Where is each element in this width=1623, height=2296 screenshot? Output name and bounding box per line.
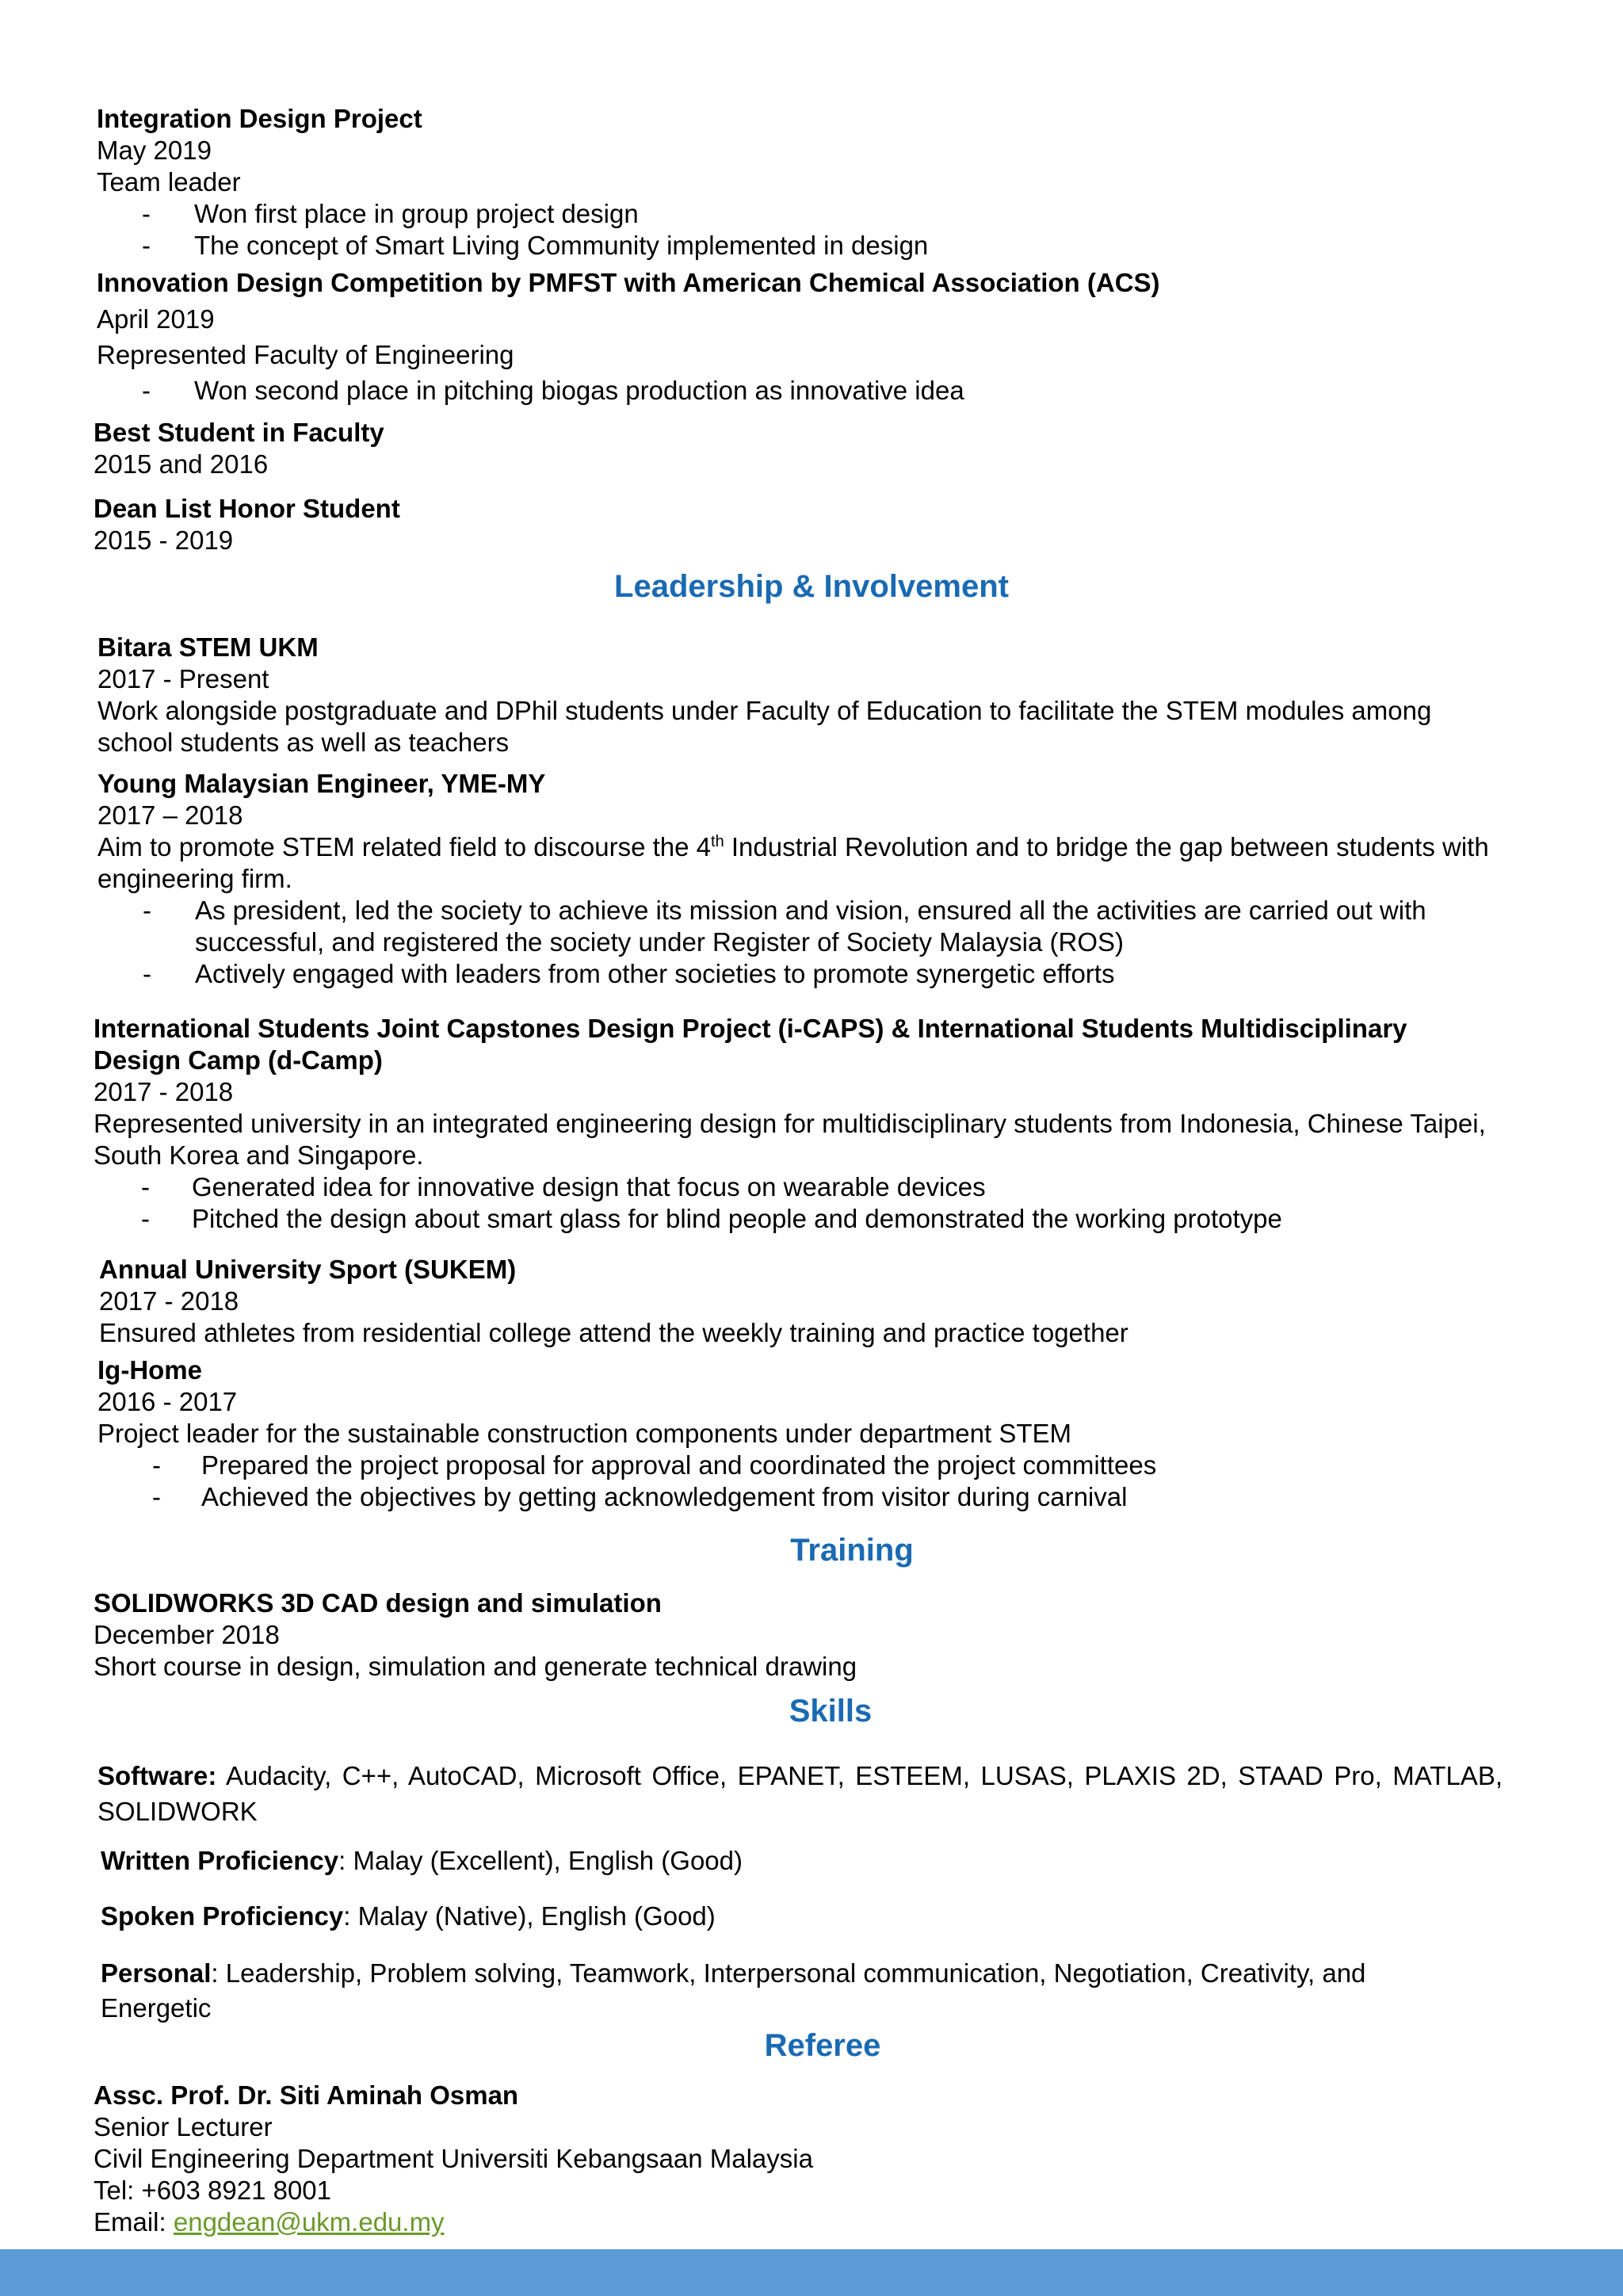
list-item: [94, 1171, 1512, 1203]
skill-personal: [101, 1956, 1448, 2026]
list-item: [94, 1203, 1512, 1235]
referee-name: Assc. Prof. Dr. Siti Aminah Osman: [94, 2080, 519, 2110]
achievement-date: 2015 - 2019: [94, 525, 234, 555]
achievement-integration-design: [97, 103, 1507, 262]
training-description: Short course in design, simulation and generate technical drawing: [94, 1652, 857, 1681]
bullet-text: The concept of Smart Living Community implemented in design: [194, 231, 929, 260]
list-item: [97, 198, 1507, 230]
referee-block: [94, 2080, 1504, 2238]
bullet-dash: -: [141, 1172, 150, 1201]
bullet-dash: -: [152, 1450, 161, 1480]
list-item: [97, 895, 1508, 958]
item-date: 2017 – 2018: [97, 800, 243, 830]
skill-value: : Malay (Excellent), English (Good): [338, 1846, 743, 1875]
skill-label: Spoken Proficiency: [101, 1901, 344, 1931]
leadership-item-sukem: [99, 1254, 1510, 1349]
bullet-dash: -: [152, 1482, 161, 1511]
achievement-title: Dean List Honor Student: [94, 494, 400, 523]
item-title: Ig-Home: [97, 1355, 202, 1385]
list-item: [97, 958, 1508, 990]
bullet-dash: -: [142, 376, 151, 405]
desc-text: Aim to promote STEM related field to discourse the 4: [97, 832, 712, 861]
list-item: [97, 375, 1507, 407]
referee-tel: Tel: +603 8921 8001: [94, 2176, 332, 2205]
referee-department: Civil Engineering Department Universiti Kebangsaan Malaysia: [94, 2144, 813, 2173]
leadership-item-icaps: [94, 1013, 1512, 1235]
bullet-text: Prepared the project proposal for approval and coordinated the project committees: [201, 1450, 1157, 1480]
item-description: Project leader for the sustainable construction components under department STEM: [97, 1419, 1071, 1448]
achievement-dean-list: [94, 493, 400, 556]
bullet-dash: -: [142, 199, 151, 228]
achievement-date: 2015 and 2016: [94, 449, 269, 479]
bullet-text: As president, led the society to achieve its mission and vision, ensured all the activities are carried out with successful, and registered the society under Register of Society Malaysia (ROS): [195, 896, 1426, 957]
item-description: Work alongside postgraduate and DPhil students under Faculty of Education to facilitate the STEM modules among school students as well as teachers: [97, 696, 1432, 757]
item-date: 2017 - 2018: [99, 1286, 239, 1316]
desc-text: Industrial Revolution and to bridge the gap between students with engineering firm.: [97, 832, 1489, 893]
item-date: 2016 - 2017: [97, 1387, 238, 1416]
email-link[interactable]: engdean@ukm.edu.my: [173, 2207, 445, 2237]
bullet-dash: -: [143, 959, 151, 988]
skill-label: Software:: [97, 1761, 217, 1790]
skill-written: [101, 1845, 743, 1877]
leadership-item-ighome: [97, 1354, 1508, 1513]
list-item: [97, 1481, 1508, 1513]
bullet-text: Pitched the design about smart glass for blind people and demonstrated the working prototype: [192, 1204, 1282, 1233]
skill-value: : Malay (Native), English (Good): [343, 1901, 716, 1931]
achievement-best-student: [94, 417, 384, 480]
achievement-innovation-design: [97, 267, 1507, 407]
referee-position: Senior Lecturer: [94, 2112, 273, 2141]
item-title: Bitara STEM UKM: [97, 632, 319, 662]
footer-bar: [0, 2249, 1623, 2296]
section-heading-skills: Skills: [789, 1694, 873, 1729]
bullet-text: Won first place in group project design: [194, 199, 639, 228]
item-date: 2017 - Present: [97, 664, 269, 693]
skill-label: Written Proficiency: [101, 1846, 339, 1875]
skill-label: Personal: [101, 1958, 212, 1988]
item-description: [97, 831, 1508, 895]
achievement-role: Team leader: [97, 167, 241, 197]
bullet-text: Achieved the objectives by getting acknowledgement from visitor during carnival: [201, 1482, 1128, 1511]
achievement-role: Represented Faculty of Engineering: [97, 340, 514, 369]
email-label: Email:: [94, 2207, 174, 2237]
training-title: SOLIDWORKS 3D CAD design and simulation: [94, 1588, 662, 1618]
bullet-dash: -: [143, 896, 151, 925]
section-heading-training: Training: [790, 1533, 914, 1568]
item-date: 2017 - 2018: [94, 1077, 234, 1106]
section-heading-referee: Referee: [764, 2028, 881, 2063]
training-item: [94, 1587, 1504, 1683]
achievement-title: Innovation Design Competition by PMFST with American Chemical Association (ACS): [97, 268, 1160, 297]
training-date: December 2018: [94, 1620, 280, 1649]
bullet-text: Actively engaged with leaders from other societies to promote synergetic efforts: [195, 959, 1115, 988]
bullet-dash: -: [141, 1204, 150, 1233]
list-item: [97, 1450, 1508, 1481]
achievement-title: Integration Design Project: [97, 104, 422, 133]
item-title: International Students Joint Capstones Design Project (i-CAPS) & International Students Multidisciplinary Design Camp (d-Camp): [94, 1014, 1407, 1075]
achievement-date: April 2019: [97, 304, 215, 334]
achievement-title: Best Student in Faculty: [94, 418, 384, 447]
skill-value: : Leadership, Problem solving, Teamwork, Interpersonal communication, Negotiation, Creativity, and Energetic: [101, 1958, 1366, 2023]
item-description: Represented university in an integrated engineering design for multidisciplinary students from Indonesia, Chinese Taipei, South Korea and Singapore.: [94, 1109, 1486, 1170]
leadership-item-yme: [97, 768, 1508, 990]
bullet-text: Generated idea for innovative design that focus on wearable devices: [192, 1172, 986, 1201]
skill-software: [97, 1758, 1503, 1829]
achievement-date: May 2019: [97, 136, 212, 165]
bullet-text: Won second place in pitching biogas production as innovative idea: [194, 376, 964, 405]
referee-email-row: [94, 2206, 1504, 2238]
skill-spoken: [101, 1901, 716, 1932]
skill-value: Audacity, C++, AutoCAD, Microsoft Office, EPANET, ESTEEM, LUSAS, PLAXIS 2D, STAAD Pro, MATLAB, SOLIDWORK: [97, 1761, 1503, 1826]
section-heading-leadership: Leadership & Involvement: [614, 569, 1009, 604]
item-title: Annual University Sport (SUKEM): [99, 1255, 517, 1284]
item-title: Young Malaysian Engineer, YME-MY: [97, 769, 546, 798]
item-description: Ensured athletes from residential college attend the weekly training and practice together: [99, 1318, 1128, 1347]
bullet-dash: -: [142, 231, 151, 260]
desc-superscript: th: [711, 833, 724, 850]
leadership-item-bitara: [97, 632, 1508, 758]
list-item: [97, 230, 1507, 262]
